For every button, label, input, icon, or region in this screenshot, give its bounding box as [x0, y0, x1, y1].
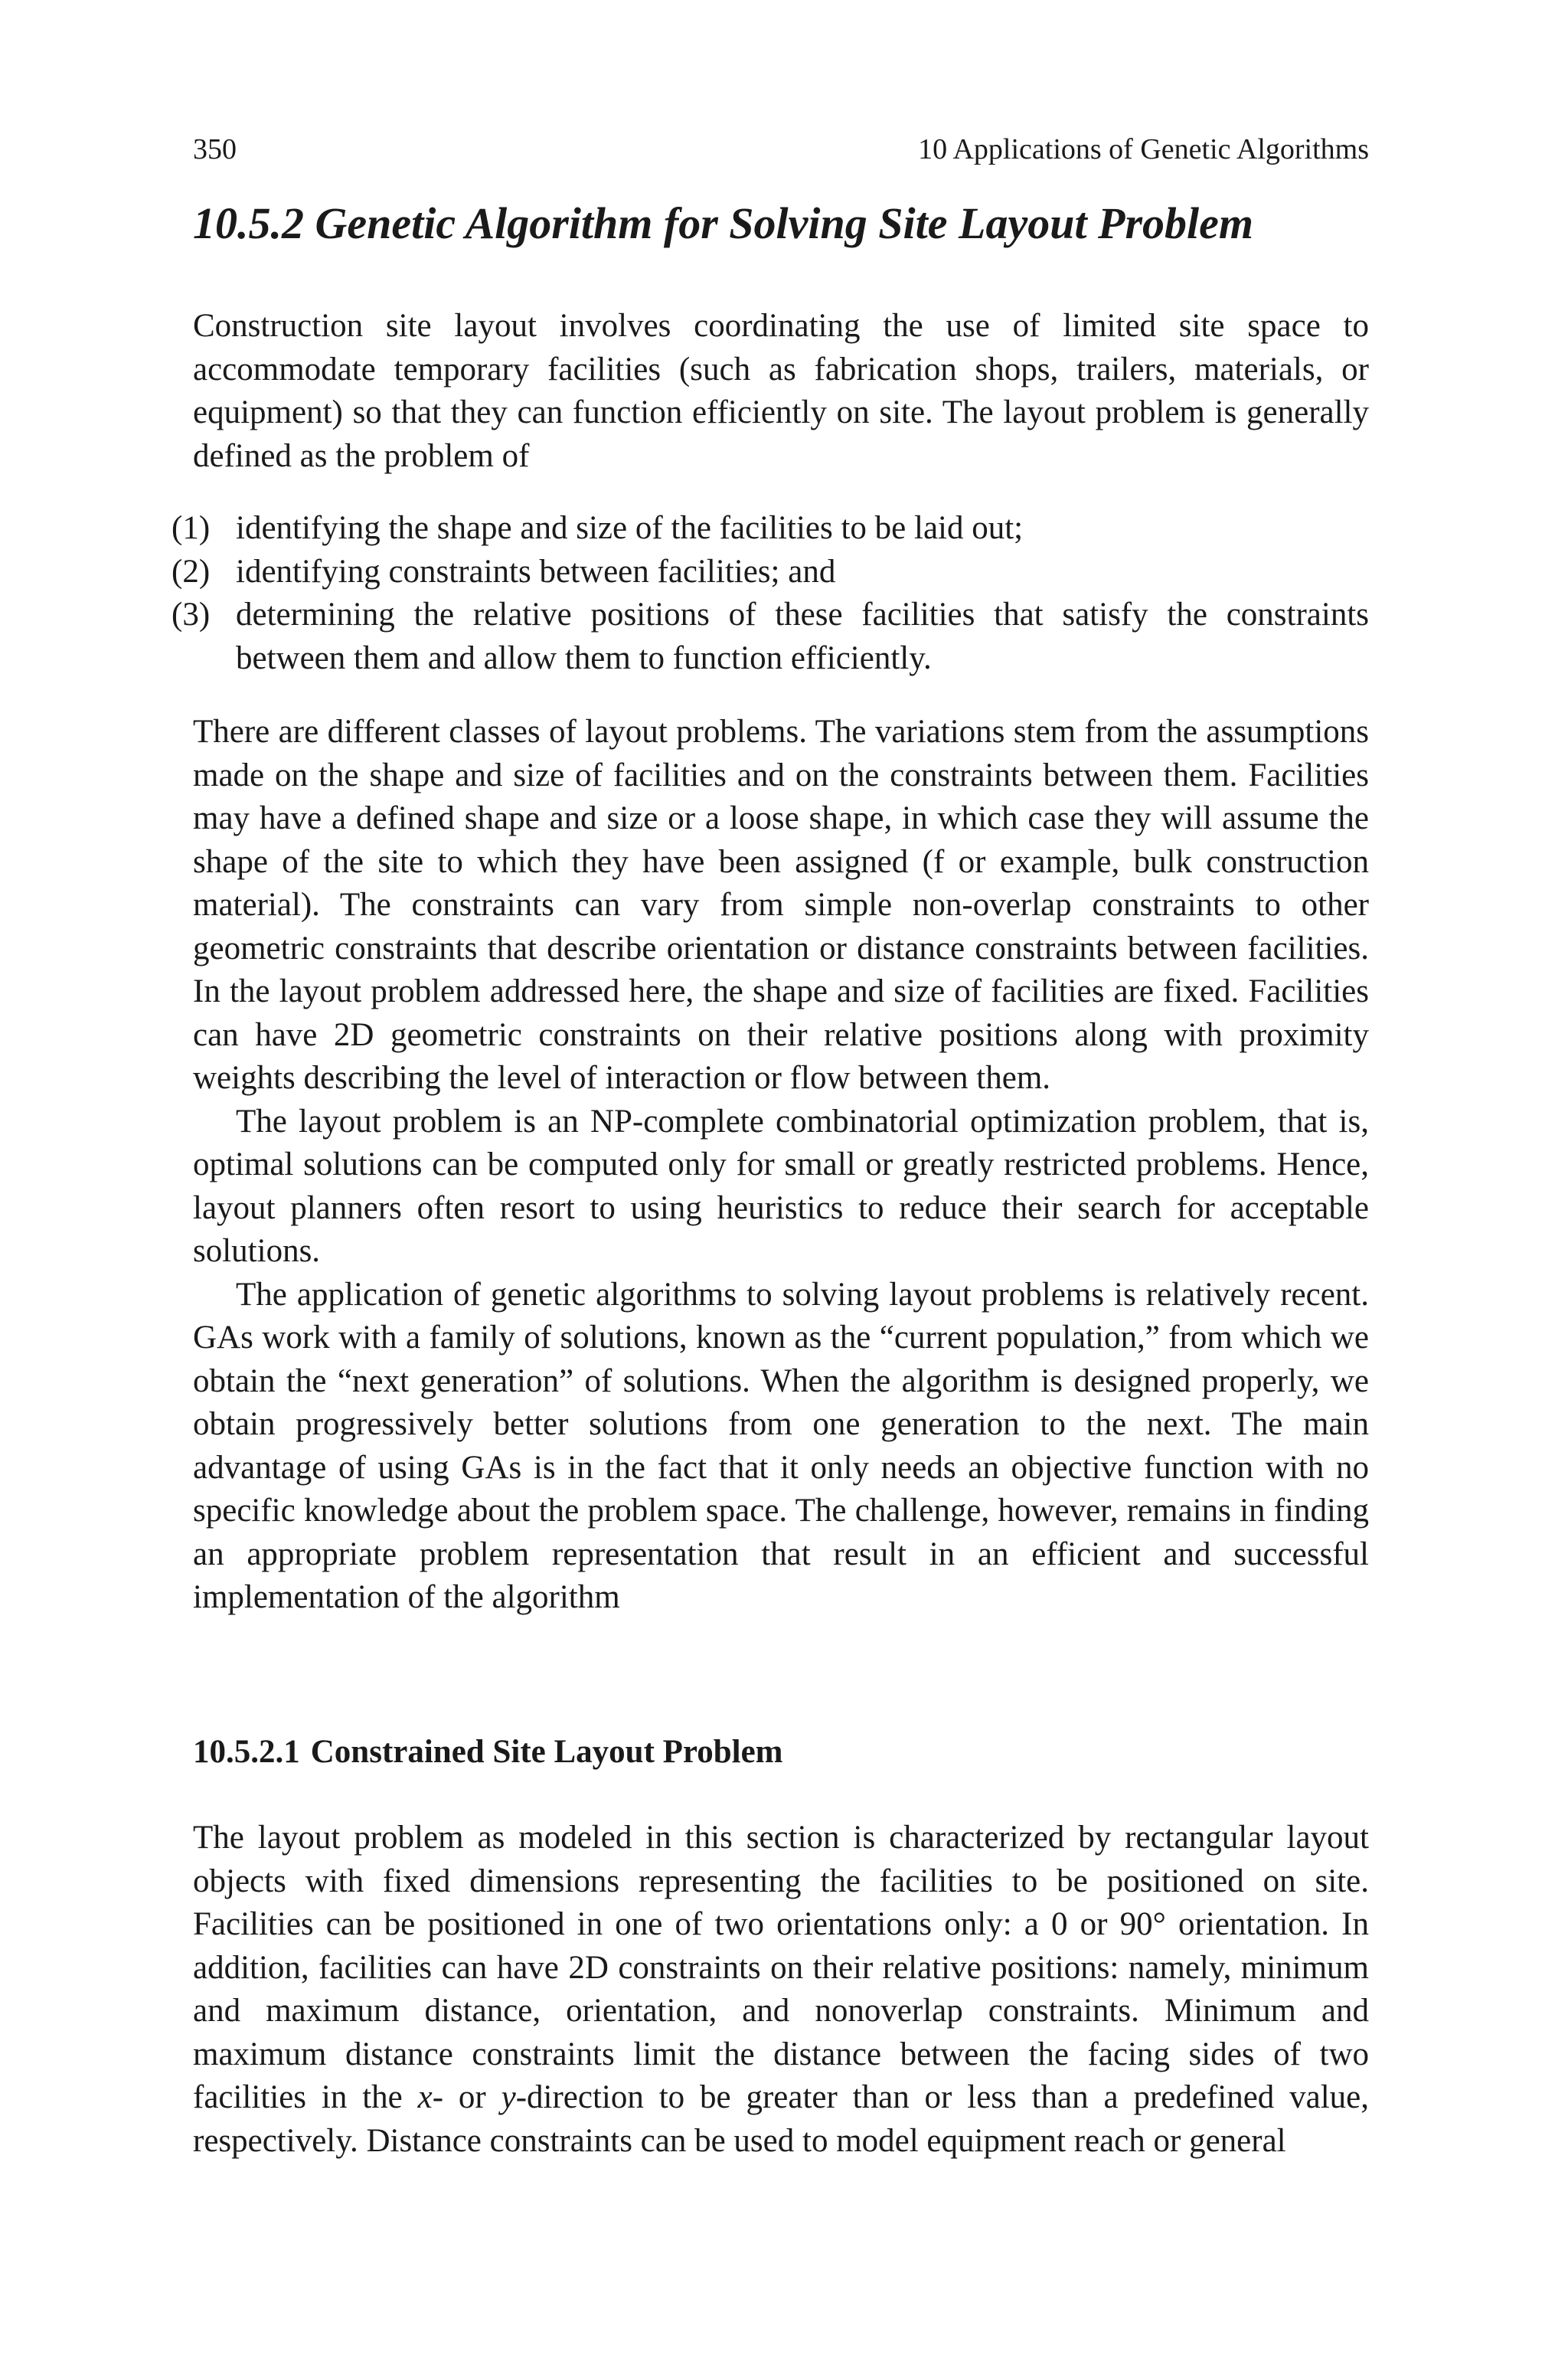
list-text: determining the relative positions of these facilities that satisfy the constraints between them and allow them to function efficiently.	[236, 597, 1369, 676]
subsection-paragraph	[193, 1817, 1369, 2163]
running-head	[193, 130, 1369, 168]
page-number: 350	[193, 133, 237, 165]
paragraph-layout-classes: There are different classes of layout problems. The variations stem from the assumptions made on the shape and size of facilities and on the constraints between them. Facilities may have a defined shape and size or a loose shape, in which case they will assume the shape of the site to which they have been assigned (f or example, bulk construction material). The constraints can vary from simple non-overlap constraints to other geometric constraints that describe orientation or distance constraints between facilities. In the layout problem addressed here, the shape and size of facilities are fixed. Facilities can have 2D geometric constraints on their relative positions along with proximity weights describing the level of interaction or flow between them.	[193, 714, 1369, 1096]
paragraph-np-complete: The layout problem is an NP-complete combinatorial optimization problem, that is, optimal solutions can be computed only for small or greatly restricted problems. Hence, layout planners often resort to using heuristics to reduce their search for acceptable solutions.	[193, 1103, 1369, 1269]
intro-paragraph	[193, 305, 1369, 478]
variable-x: x	[417, 2079, 433, 2115]
body-paragraphs	[193, 711, 1369, 1620]
numbered-list	[172, 507, 1369, 680]
list-item	[172, 594, 1369, 680]
list-text: identifying constraints between facilities; and	[236, 553, 836, 590]
list-number: (3)	[172, 597, 211, 633]
subsection-number: 10.5.2.1	[193, 1734, 300, 1770]
subsection-text	[193, 1817, 1369, 2163]
list-text: identifying the shape and size of the facilities to be laid out;	[236, 510, 1024, 546]
subsection-title: Constrained Site Layout Problem	[310, 1734, 783, 1770]
paragraph-genetic-algorithms: The application of genetic algorithms to solving layout problems is relatively recent. GAs work with a family of solutions, known as the “current population,” from which we obtain the “next generation” of solutions. When the algorithm is designed properly, we obtain progressively better solutions from one generation to the next. The main advantage of using GAs is in the fact that it only needs an objective function with no specific knowledge about the problem space. The challenge, however, remains in finding an appropriate problem representation that result in an efficient and successful implementation of the algorithm	[193, 1276, 1369, 1615]
list-item	[172, 551, 1369, 594]
section-title: 10.5.2 Genetic Algorithm for Solving Site Layout Problem	[193, 198, 1254, 248]
list-number: (2)	[172, 553, 211, 590]
variable-y: y	[501, 2079, 516, 2115]
chapter-title: 10 Applications of Genetic Algorithms	[918, 133, 1369, 165]
subsection-text-part: -direction to be greater than or less than a predefined value, respectively. Distance constraints can be used to model equipment reach or general	[193, 2079, 1370, 2159]
subsection-heading	[193, 1731, 783, 1774]
list-number: (1)	[172, 510, 211, 546]
subsection-text-part: The layout problem as modeled in this section is characterized by rectangular layout objects with fixed dimensions representing the facilities to be positioned on site. Facilities can be positioned in one of two orientations only: a 0 or 90° orientation. In addition, facilities can have 2D constraints on their relative positions: namely, minimum and maximum distance, orientation, and nonoverlap constraints. Minimum and maximum distance constraints limit the distance between the facing sides of two facilities in the	[193, 1820, 1369, 2115]
intro-text: Construction site layout involves coordinating the use of limited site space to accommodate temporary facilities (such as fabrication shops, trailers, materials, or equipment) so that they can function efficiently on site. The layout problem is generally defined as the problem of	[193, 308, 1369, 474]
list-item	[172, 507, 1369, 551]
subsection-text-part: - or	[432, 2079, 501, 2115]
